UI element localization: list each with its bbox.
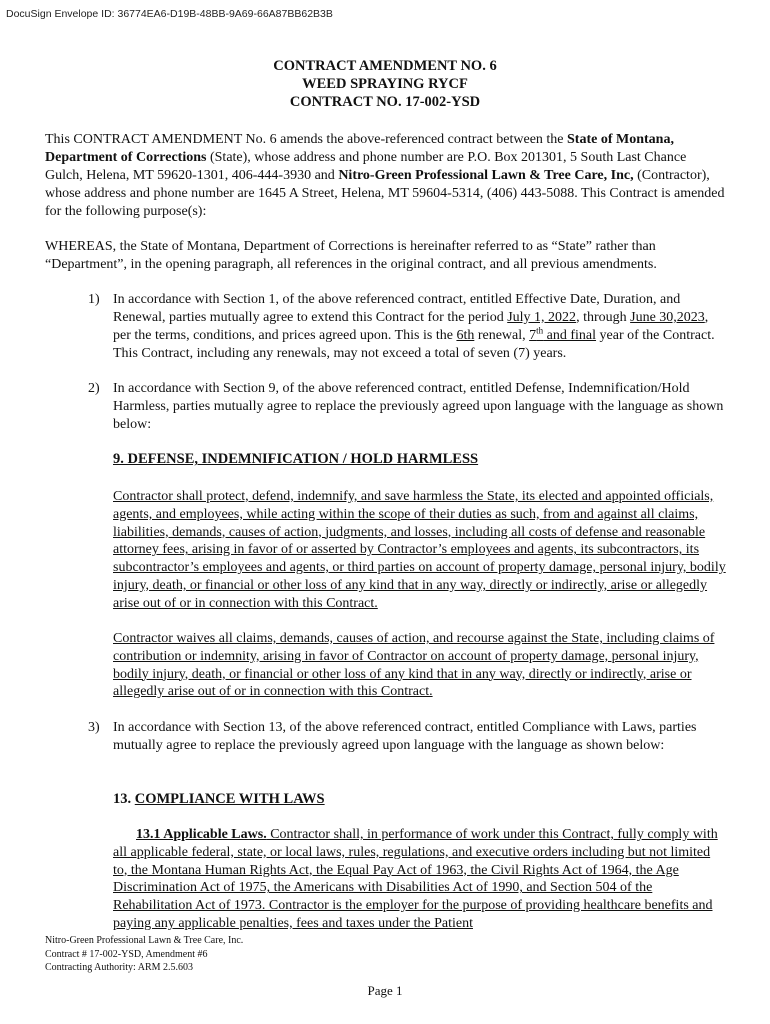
renewal-number: 6th bbox=[456, 328, 475, 343]
final-year-text: and final bbox=[543, 328, 597, 343]
item1-text-a: In accordance with Section 1, of the above referenced contract, entitled Effective Date, Duration, and Renewal, parties mutually agree to extend this Contract for the period bbox=[113, 292, 681, 325]
item-number: 1) bbox=[88, 292, 100, 307]
section-13-1-label: 13.1 Applicable Laws. bbox=[136, 827, 267, 842]
intro-text-3: (Contractor), whose address and phone number are 1645 A Street, Helena, MT 59604-5314, (406) 443-5088. This Contract is amended for the following purpose(s): bbox=[45, 168, 725, 219]
item1-text-d: renewal, bbox=[474, 328, 530, 343]
section-9-paragraph-1: Contractor shall protect, defend, indemnify, and save harmless the State, its elected and appointed officials, agents, and employees, while acting within the scope of their duties as such, from and against all claims, liabilities, demands, causes of action, judgments, and losses, including all costs of defense and reasonable attorney fees, arising in favor of or asserted by Contractor’s employees and agents, its subcontractors, its subcontractor’s employees and agents, or third parties on account of property damage, personal injury, bodily injury, death, or financial or other loss of any kind that in any way, directly or indirectly, arise or allegedly arise out of or in connection with this Contract. bbox=[113, 489, 726, 611]
item2-text: In accordance with Section 9, of the above referenced contract, entitled Defense, Indemnification/Hold Harmless, parties mutually agree to replace the previously agreed upon language with the language as shown below: bbox=[113, 381, 724, 432]
amendment-item-1 bbox=[88, 291, 728, 363]
section-9-paragraph-2: Contractor waives all claims, demands, causes of action, and recourse against the State, including claims of contribution or indemnity, arising in favor of Contractor on account of property damage, personal injury, bodily injury, death, or financial or other loss of any kind that in any way, directly or indirectly, arise or allegedly arise out of or in connection with this Contract. bbox=[113, 631, 715, 700]
title-line-2: WEED SPRAYING RYCF bbox=[302, 76, 468, 92]
document-title bbox=[0, 57, 770, 111]
start-date: July 1, 2022 bbox=[507, 310, 577, 325]
amendment-item-3 bbox=[88, 719, 728, 755]
contractor-name: Nitro-Green Professional Lawn & Tree Care, Inc, bbox=[338, 168, 634, 183]
final-year-number: 7 bbox=[529, 328, 537, 343]
footer-contract-number: Contract # 17-002-YSD, Amendment #6 bbox=[45, 948, 208, 960]
footer-authority: Contracting Authority: ARM 2.5.603 bbox=[45, 962, 194, 973]
item-number: 2) bbox=[88, 381, 100, 396]
footer-contractor: Nitro-Green Professional Lawn & Tree Care, Inc. bbox=[45, 935, 244, 946]
intro-text-1: This CONTRACT AMENDMENT No. 6 amends the above-referenced contract between the bbox=[45, 132, 568, 147]
item1-text-c: , per the terms, conditions, and prices agreed upon. This is the bbox=[113, 310, 709, 343]
state-name: State of Montana, Department of Corrections bbox=[45, 132, 674, 165]
item1-text-b: , through bbox=[576, 310, 631, 325]
section-13-number: 13. bbox=[113, 791, 135, 807]
title-line-1: CONTRACT AMENDMENT NO. 6 bbox=[273, 58, 497, 74]
end-date: June 30,2023 bbox=[630, 310, 705, 325]
section-13-1-paragraph bbox=[113, 826, 727, 933]
final-year bbox=[529, 325, 597, 343]
page-footer bbox=[45, 934, 243, 975]
amendment-item-2 bbox=[88, 380, 728, 434]
title-line-3: CONTRACT NO. 17-002-YSD bbox=[289, 94, 481, 110]
item1-text-e: year of the Contract. This Contract, including any renewals, may not exceed a total of seven (7) years. bbox=[113, 328, 715, 361]
section-13-heading bbox=[113, 791, 325, 808]
section-9-heading: 9. DEFENSE, INDEMNIFICATION / HOLD HARMLESS bbox=[113, 451, 479, 467]
item-number: 3) bbox=[88, 720, 100, 735]
section-13-1-text: Contractor shall, in performance of work under this Contract, fully comply with all applicable federal, state, or local laws, rules, regulations, and executive orders including but not limited to, the Montana Human Rights Act, the Equal Pay Act of 1963, the Civil Rights Act of 1964, the Age Discrimination Act of 1975, the Americans with Disabilities Act of 1990, and Section 504 of the Rehabilitation Act of 1973. Contractor is the employer for the purpose of providing healthcare benefits and paying any applicable penalties, fees and taxes under the Patient bbox=[113, 827, 718, 931]
section-13-title: COMPLIANCE WITH LAWS bbox=[134, 791, 325, 807]
final-year-suffix: th bbox=[536, 325, 544, 336]
envelope-id: DocuSign Envelope ID: 36774EA6-D19B-48BB-9A69-66A87BB62B3B bbox=[6, 8, 333, 20]
intro-paragraph bbox=[45, 131, 725, 221]
intro-text-2: (State), whose address and phone number are P.O. Box 201301, 5 South Last Chance Gulch, Helena, MT 59620-1301, 406-444-3930 and bbox=[45, 150, 687, 183]
whereas-paragraph: WHEREAS, the State of Montana, Department of Corrections is hereinafter referred to as “State” rather than “Department”, in the opening paragraph, all references in the original contract, and all previous amendments. bbox=[45, 239, 657, 272]
item3-text: In accordance with Section 13, of the above referenced contract, entitled Compliance with Laws, parties mutually agree to replace the previously agreed upon language with the language as shown below: bbox=[113, 720, 697, 753]
page-number: Page 1 bbox=[367, 983, 403, 998]
